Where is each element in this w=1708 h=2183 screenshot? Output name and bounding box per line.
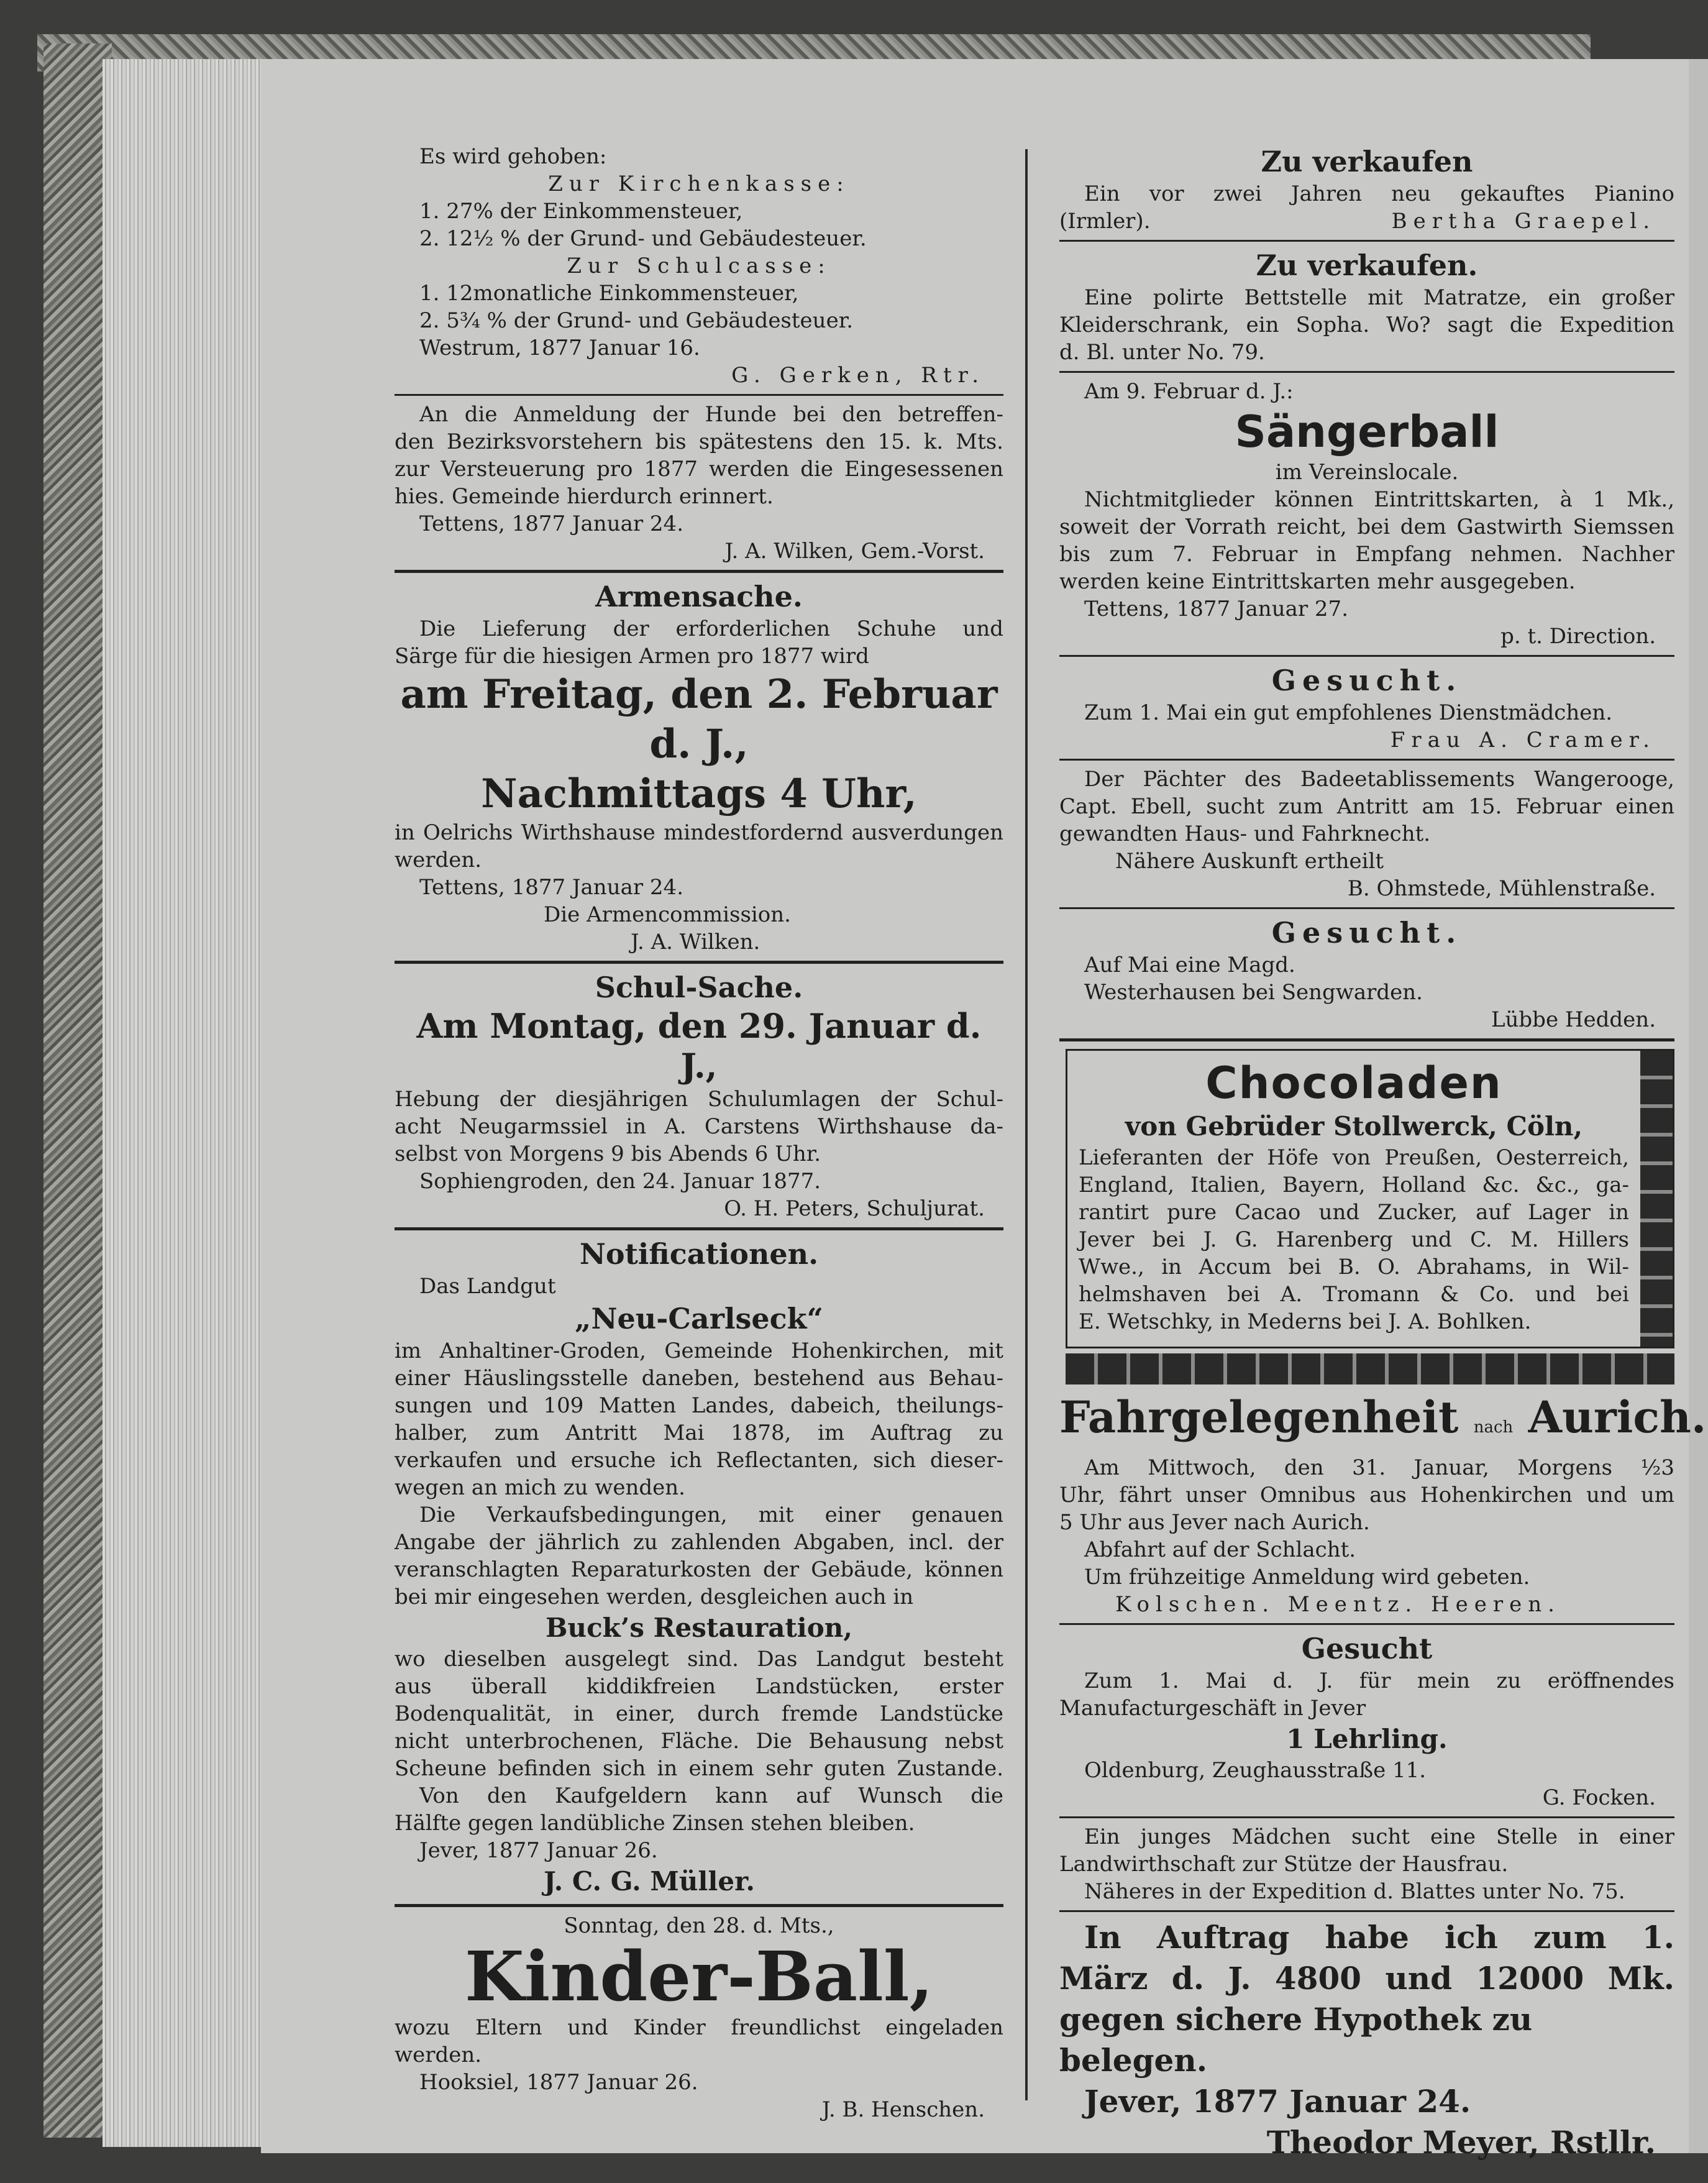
choco-line: Lieferanten der Höfe von Preußen, Oesterreich, [1079,1145,1629,1170]
choco-line: Wwe., in Accum bei B. O. Abrahams, in Wil- [1079,1255,1629,1279]
binding-board-left [43,43,112,2138]
armen-line: in Oelrichs Wirthshause mindestfordernd ausverdungen [395,820,1003,845]
noti-line: veranschlagten Reparaturkosten der Gebäude, können [395,1557,1003,1582]
hunde-place: Tettens, 1877 Januar 24. [419,511,683,536]
rule [395,570,1003,573]
fahr-headline [1059,1391,1707,1454]
hypo-line: gegen sichere Hypothek zu belegen. [1059,2001,1533,2079]
lehrling-sign: G. Focken. [1542,1785,1656,1810]
lehrling-center: 1 Lehrling. [1286,1724,1448,1754]
notice-bade [1059,766,1674,902]
kinder-line: wozu Eltern und Kinder freundlichst eingeladen [395,2015,1003,2040]
gesucht1-head: Gesucht. [1271,664,1463,697]
hunde-sign: J. A. Wilken, Gem.-Vorst. [724,539,985,564]
rule [1059,1038,1674,1041]
pianino-head: Zu verkaufen [1261,145,1473,178]
bade-line: gewandten Haus- und Fahrknecht. [1059,821,1431,846]
kinder-line: werden. [395,2043,482,2067]
maedchen-line: Ein junges Mädchen sucht eine Stelle in einer [1084,1824,1674,1849]
noti-line: im Anhaltiner-Groden, Gemeinde Hohenkirchen, mit [395,1339,1003,1363]
bett-line: d. Bl. unter No. 79. [1059,340,1265,365]
gesucht2-line: Westerhausen bei Sengwarden. [1084,980,1423,1005]
gesucht2-line: Auf Mai eine Magd. [1084,953,1295,977]
bade-line: Der Pächter des Badeetablissements Wangerooge, [1084,767,1674,792]
lehrling-line: Zum 1. Mai d. J. für mein zu eröffnendes [1084,1668,1674,1693]
choco-line: E. Wetschky, in Mederns bei J. A. Bohlken. [1079,1309,1532,1334]
column-divider [1025,149,1028,2100]
noti-line: nicht unterbrochenen, Fläche. Die Behausung nebst [395,1729,1003,1754]
choco-head: Chocoladen [1205,1058,1502,1109]
noti-line: Die Verkaufsbedingungen, mit einer genauen [419,1503,1003,1527]
pianino-line: (Irmler). [1059,209,1151,234]
maedchen-line: Landwirthschaft zur Stütze der Hausfrau. [1059,1852,1509,1877]
notice-armen [395,578,1003,956]
saenger-head: Sängerball [1235,406,1499,457]
noti-line: Angabe der jährlich zu zahlenden Abgaben, incl. der [395,1530,1003,1555]
gesucht1-line: Zum 1. Mai ein gut empfohlenes Dienstmädchen. [1084,700,1613,725]
armen-line: werden. [395,848,482,872]
noti-intro: Das Landgut [419,1274,556,1299]
notice-hypothek [1059,1917,1674,2163]
kinder-head: Kinder-Ball, [465,1936,933,2016]
hunde-line: zur Versteuerung pro 1877 werden die Eingesessenen [395,457,1003,482]
right-column [1059,143,1707,2167]
armen-line: Särge für die hiesigen Armen pro 1877 wird [395,644,869,669]
rule [395,394,1003,396]
noti-line: wegen an mich zu wenden. [395,1475,685,1500]
rule [1059,1816,1674,1818]
pianino-line: Ein vor zwei Jahren neu gekauftes Pianino [1084,181,1674,206]
lehrling-head: Gesucht [1301,1632,1433,1665]
hypo-line: In Auftrag habe ich zum 1. [1084,1919,1674,1956]
saenger-line: soweit der Vorrath reicht, bei dem Gastwirth Siemssen [1059,515,1674,539]
ornament-bar [1640,1051,1673,1347]
fahr-line: 5 Uhr aus Jever nach Aurich. [1059,1510,1370,1535]
notice-gesucht-dienstmaedchen [1059,662,1674,754]
rule [1059,1910,1674,1912]
notice-hunde [395,401,1003,565]
lehrling-place: Oldenburg, Zeughausstraße 11. [1084,1758,1427,1783]
armen-date: am Freitag, den 2. Februar d. J., [400,671,998,767]
steuer-schule-item: 2. 5¾ % der Grund- und Gebäudesteuer. [419,308,854,333]
noti-restauration: Buck’s Restauration, [546,1613,852,1643]
noti-line: Scheune befinden sich in einem sehr guten Zustande. [395,1756,1003,1781]
notice-kinderball [395,1912,1003,2123]
noti-sign: J. C. G. Müller. [544,1866,755,1897]
maedchen-line: Näheres in der Expedition d. Blattes unter No. 75. [1084,1879,1625,1904]
kinder-sign: J. B. Henschen. [821,2097,985,2122]
hypo-place: Jever, 1877 Januar 24. [1084,2083,1471,2120]
hunde-line: An die Anmeldung der Hunde bei den betreffen- [419,402,1003,427]
ad-chocoladen [1066,1049,1674,1348]
bade-sign: B. Ohmstede, Mühlenstraße. [1347,876,1656,901]
fahr-ziel: Aurich. [1528,1391,1707,1443]
schul-line: Hebung der diesjährigen Schulumlagen der Schul- [395,1087,1003,1112]
rule [1059,759,1674,761]
fahr-nach: nach [1473,1418,1514,1437]
saenger-line: werden keine Eintrittskarten mehr ausgegeben. [1059,569,1576,594]
steuer-sign: G. Gerken, Rtr. [731,363,985,388]
rule [395,1227,1003,1230]
saenger-sign: p. t. Direction. [1500,624,1656,649]
steuer-kirche-item: 2. 12½ % der Grund- und Gebäudesteuer. [419,226,867,251]
pianino-last-line [1059,208,1674,235]
notice-schul [395,969,1003,1222]
rule [395,1904,1003,1907]
saenger-sub: im Vereinslocale. [1275,460,1459,485]
rule [1059,907,1674,909]
fahr-line: Uhr, fährt unser Omnibus aus Hohenkirchen und um [1059,1483,1674,1508]
notice-gesucht-magd [1059,914,1674,1033]
notice-pianino [1059,143,1674,235]
bade-info: Nähere Auskunft ertheilt [1115,849,1384,874]
bett-head: Zu verkaufen. [1256,249,1478,282]
choco-line: helmshaven bei A. Tromann & Co. und bei [1079,1282,1629,1307]
schul-place: Sophiengroden, den 24. Januar 1877. [419,1169,821,1194]
armen-sign: Die Armencommission. [544,902,791,927]
saenger-pre: Am 9. Februar d. J.: [1084,379,1294,404]
notice-bett [1059,247,1674,366]
hypo-line: März d. J. 4800 und 12000 Mk. [1059,1960,1674,1997]
steuer-kirche-item: 1. 27% der Einkommensteuer, [419,199,743,224]
rule [1059,1623,1674,1625]
gesucht2-head: Gesucht. [1271,916,1463,950]
steuer-schule-item: 1. 12monatliche Einkommensteuer, [419,281,799,306]
bett-line: Eine polirte Bettstelle mit Matratze, ein großer [1084,285,1674,310]
noti-line: aus überall kiddikfreien Landstücken, erster [395,1674,1003,1699]
noti-line: wo dieselben ausgelegt sind. Das Landgut besteht [395,1647,1003,1672]
notice-noti [395,1235,1003,1899]
noti-head: Notificationen. [579,1237,819,1271]
fahr-bitte: Um frühzeitige Anmeldung wird gebeten. [1084,1565,1530,1590]
ornament-bar [1066,1353,1674,1384]
fahr-line: Am Mittwoch, den 31. Januar, Morgens ½3 [1084,1455,1674,1480]
noti-line: sungen und 109 Matten Landes, dabeich, theilungs- [395,1393,1003,1418]
rule [1059,240,1674,242]
noti-line: einer Häuslingsstelle daneben, bestehend aus Behau- [395,1366,1003,1391]
schul-date: Am Montag, den 29. Januar d. J., [416,1006,982,1086]
noti-line: halber, zum Antritt Mai 1878, im Auftrag zu [395,1421,1003,1445]
kinder-pre: Sonntag, den 28. d. Mts., [564,1913,834,1938]
armen-head: Armensache. [595,580,803,613]
noti-line: Bodenqualität, in einer, durch fremde Landstücke [395,1701,1003,1726]
hypo-sign: Theodor Meyer, Rstllr. [1266,2124,1656,2161]
notice-saengerball [1059,378,1674,650]
notice-steuer [395,143,1003,389]
choco-line: Jever bei J. G. Harenberg und C. M. Hillers [1079,1227,1629,1252]
choco-sub: von Gebrüder Stollwerck, Cöln, [1125,1111,1583,1142]
armen-time: Nachmittags 4 Uhr, [481,771,917,817]
saenger-place: Tettens, 1877 Januar 27. [1084,597,1348,621]
rule [1059,371,1674,373]
rule [1059,655,1674,657]
saenger-line: bis zum 7. Februar in Empfang nehmen. Nachher [1059,542,1674,567]
fahr-sign: Kolschen. Meentz. Heeren. [1115,1592,1561,1617]
saenger-line: Nichtmitglieder können Eintrittskarten, à 1 Mk., [1084,487,1674,512]
notice-maedchen [1059,1823,1674,1905]
steuer-place: Westrum, 1877 Januar 16. [419,336,700,360]
lehrling-line: Manufacturgeschäft in Jever [1059,1696,1366,1721]
hunde-line: den Bezirksvorstehern bis spätestens den 15. k. Mts. [395,429,1003,454]
page-edges [103,59,264,2147]
schul-line: acht Neugarmssiel in A. Carstens Wirthshause da- [395,1114,1003,1139]
gesucht2-sign: Lübbe Hedden. [1491,1007,1656,1032]
noti-line: Hälfte gegen landübliche Zinsen stehen bleiben. [395,1811,915,1836]
kinder-place: Hooksiel, 1877 Januar 26. [419,2070,698,2095]
armen-line: Die Lieferung der erforderlichen Schuhe und [419,616,1003,641]
noti-line: Von den Kaufgeldern kann auf Wunsch die [419,1783,1003,1808]
schul-head: Schul-Sache. [595,971,803,1004]
bade-line: Capt. Ebell, sucht zum Antritt am 15. Februar einen [1059,794,1674,819]
steuer-intro: Es wird gehoben: [419,144,607,169]
hunde-line: hies. Gemeinde hierdurch erinnert. [395,484,774,509]
fahr-abfahrt: Abfahrt auf der Schlacht. [1084,1537,1356,1562]
rule [395,961,1003,964]
fahr-head: Fahrgelegenheit [1059,1391,1459,1443]
pianino-sign: Bertha Graepel. [1391,209,1656,234]
schul-line: selbst von Morgens 9 bis Abends 6 Uhr. [395,1142,821,1166]
gesucht1-sign: Frau A. Cramer. [1390,728,1656,753]
schul-sign: O. H. Peters, Schuljurat. [724,1196,985,1221]
choco-line: rantirt pure Cacao und Zucker, auf Lager in [1079,1200,1629,1225]
armen-place: Tettens, 1877 Januar 24. [419,875,683,900]
bett-line: Kleiderschrank, ein Sopha. Wo? sagt die Expedition [1059,313,1674,337]
noti-line: bei mir eingesehen werden, desgleichen auch in [395,1585,914,1609]
choco-line: England, Italien, Bayern, Holland &c. &c., ga- [1079,1173,1629,1197]
noti-name: „Neu-Carlseck“ [575,1302,823,1335]
next-page-edge [1689,59,1708,2153]
armen-sign: J. A. Wilken. [631,930,760,954]
steuer-schule-head: Zur Schulcasse: [567,254,831,278]
noti-place: Jever, 1877 Januar 26. [419,1838,658,1863]
steuer-kirche-head: Zur Kirchenkasse: [548,172,850,196]
left-column [395,143,1003,2127]
noti-line: verkaufen und ersuche ich Reflectanten, sich dieser- [395,1448,1003,1473]
notice-fahrgelegenheit [1059,1391,1707,1618]
notice-lehrling [1059,1630,1674,1811]
